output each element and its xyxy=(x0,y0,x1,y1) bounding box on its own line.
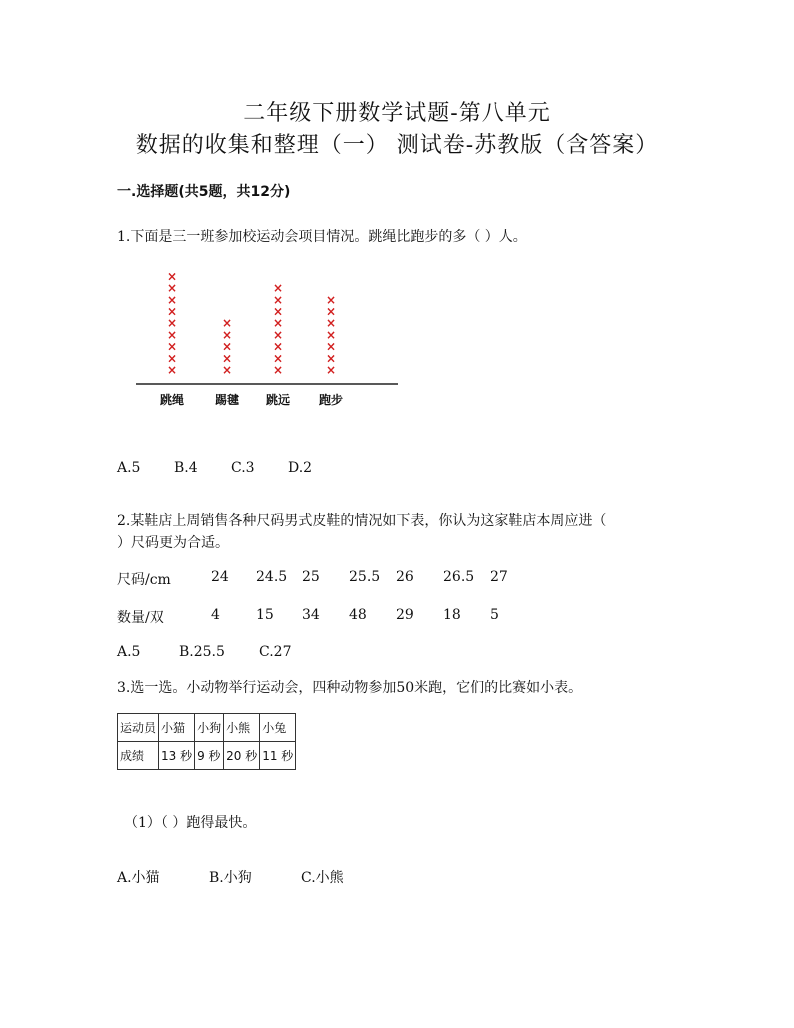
question-3-text: 3.选一选。小动物举行运动会，四种动物参加50米跑，它们的比赛如小表。 xyxy=(117,680,583,696)
chart-category-label: 踢毽 xyxy=(214,393,240,407)
chart-mark: × xyxy=(221,327,233,342)
q2-row2-value: 15 xyxy=(256,607,274,623)
chart-mark: × xyxy=(272,339,284,354)
question-2-text-line1: 2.某鞋店上周销售各种尺码男式皮鞋的情况如下表，你认为这家鞋店本周应进（ xyxy=(117,513,607,529)
chart-mark: × xyxy=(166,339,178,354)
q2-row2-value: 48 xyxy=(349,607,367,623)
q2-option-b[interactable]: B.25.5 xyxy=(179,644,225,660)
chart-mark: × xyxy=(272,363,284,377)
table-cell: 20 秒 xyxy=(224,742,260,770)
table-cell: 9 秒 xyxy=(195,742,224,770)
q2-option-c[interactable]: C.27 xyxy=(259,644,292,660)
q3-subquestion-1: （1）（ ）跑得最快。 xyxy=(124,815,257,831)
chart-mark: × xyxy=(166,351,178,366)
chart-mark: × xyxy=(272,292,284,307)
chart-mark: × xyxy=(325,363,337,377)
question-2-text-line2: ）尺码更为合适。 xyxy=(117,535,229,551)
chart-mark: × xyxy=(272,351,284,366)
pictograph-chart xyxy=(126,258,406,418)
chart-mark: × xyxy=(325,327,337,342)
q3-option-a[interactable]: A.小猫 xyxy=(117,870,160,886)
q2-row1-label: 尺码/cm xyxy=(117,572,171,588)
q2-row1-value: 27 xyxy=(490,569,508,585)
table-cell: 11 秒 xyxy=(260,742,296,770)
q1-option-c[interactable]: C.3 xyxy=(231,460,255,476)
chart-mark: × xyxy=(221,339,233,354)
chart-category-label: 跳绳 xyxy=(159,393,185,407)
chart-mark: × xyxy=(325,316,337,331)
chart-mark: × xyxy=(272,304,284,319)
q2-row2-value: 34 xyxy=(302,607,320,623)
chart-mark: × xyxy=(166,327,178,342)
q3-table xyxy=(117,713,296,770)
chart-mark: × xyxy=(325,292,337,307)
q1-option-a[interactable]: A.5 xyxy=(117,460,141,476)
chart-mark: × xyxy=(166,363,178,377)
q2-row2-value: 4 xyxy=(211,607,220,623)
chart-mark: × xyxy=(221,351,233,366)
q2-row1-value: 25.5 xyxy=(349,569,381,585)
chart-mark: × xyxy=(166,304,178,319)
table-cell: 成绩 xyxy=(118,742,159,770)
page-title-line1: 二年级下册数学试题-第八单元 xyxy=(243,101,551,126)
chart-category-label: 跑步 xyxy=(318,393,344,407)
chart-mark: × xyxy=(221,316,233,331)
table-row xyxy=(118,714,296,742)
table-cell: 小狗 xyxy=(195,714,224,742)
table-cell: 13 秒 xyxy=(159,742,195,770)
section-heading: 一.选择题(共5题，共12分) xyxy=(117,184,291,200)
q3-option-c[interactable]: C.小熊 xyxy=(301,870,344,886)
table-cell: 运动员 xyxy=(118,714,159,742)
q1-option-b[interactable]: B.4 xyxy=(174,460,198,476)
table-cell: 小熊 xyxy=(224,714,260,742)
chart-mark: × xyxy=(325,351,337,366)
chart-mark: × xyxy=(272,316,284,331)
q2-row1-value: 25 xyxy=(302,569,320,585)
q2-row1-value: 24 xyxy=(211,569,229,585)
table-row xyxy=(118,742,296,770)
chart-mark: × xyxy=(166,269,178,284)
table-cell: 小猫 xyxy=(159,714,195,742)
question-1-text: 1.下面是三一班参加校运动会项目情况。跳绳比跑步的多（ ）人。 xyxy=(117,229,527,245)
q2-row1-value: 26 xyxy=(396,569,414,585)
chart-mark: × xyxy=(166,316,178,331)
q3-option-b[interactable]: B.小狗 xyxy=(209,870,252,886)
q1-option-d[interactable]: D.2 xyxy=(288,460,313,476)
chart-mark: × xyxy=(221,363,233,377)
chart-mark: × xyxy=(272,281,284,296)
q2-row2-value: 5 xyxy=(490,607,499,623)
page-title-line2: 数据的收集和整理（一） 测试卷-苏教版（含答案） xyxy=(135,133,659,158)
q2-option-a[interactable]: A.5 xyxy=(117,644,141,660)
chart-mark: × xyxy=(166,292,178,307)
table-cell: 小兔 xyxy=(260,714,296,742)
question-3-options xyxy=(117,867,344,887)
chart-mark: × xyxy=(272,327,284,342)
chart-mark: × xyxy=(325,339,337,354)
question-1-options xyxy=(117,457,312,476)
q2-row1-value: 24.5 xyxy=(256,569,288,585)
q2-row2-value: 29 xyxy=(396,607,414,623)
question-2-options xyxy=(117,641,291,660)
q2-row1-value: 26.5 xyxy=(443,569,475,585)
q2-row2-label: 数量/双 xyxy=(117,610,164,626)
chart-category-label: 跳远 xyxy=(265,393,291,407)
chart-mark: × xyxy=(166,281,178,296)
q2-row2-value: 18 xyxy=(443,607,461,623)
chart-mark: × xyxy=(325,304,337,319)
